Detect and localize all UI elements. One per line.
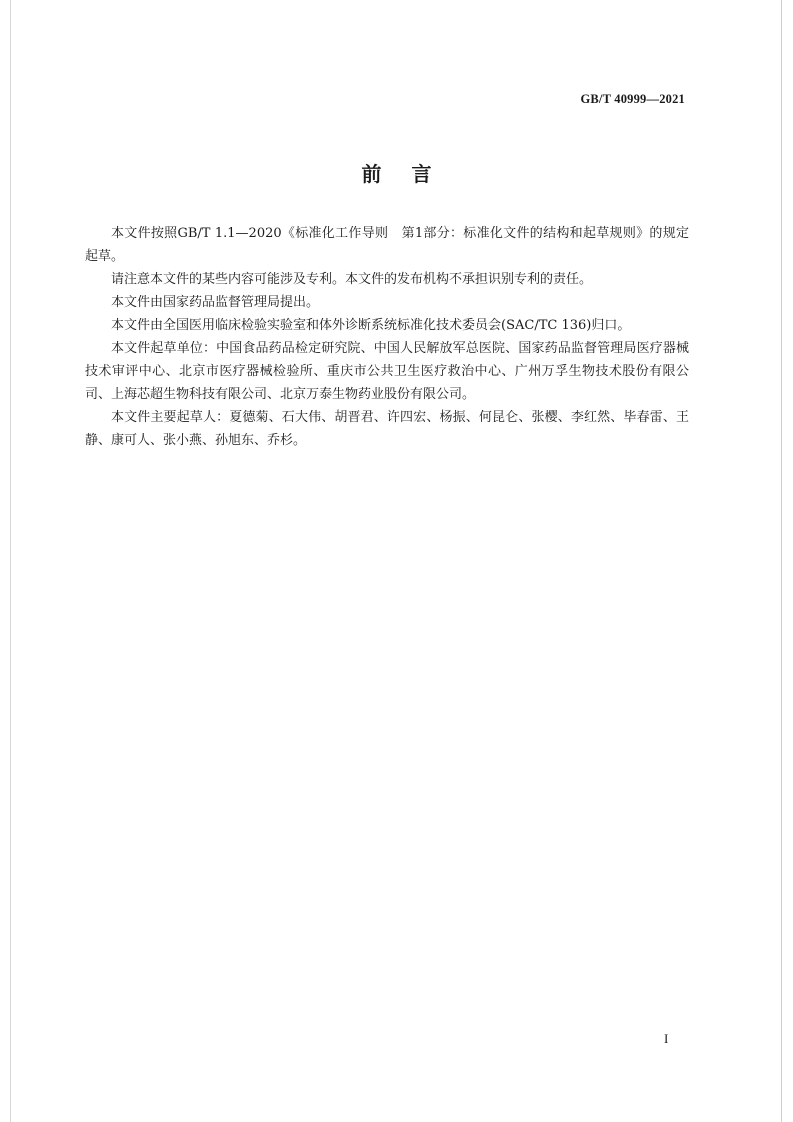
paragraph-patent-notice: 请注意本文件的某些内容可能涉及专利。本文件的发布机构不承担识别专利的责任。 (111, 272, 593, 287)
paragraph-drafting-rules: 本文件按照GB/T 1.1—2020《标准化工作导则 第1部分：标准化文件的结构和起草规则》的规定起草。 (85, 226, 689, 264)
page-number: I (664, 1031, 669, 1046)
paragraph-proposer: 本文件由国家药品监督管理局提出。 (111, 295, 320, 310)
standard-number: GB/T 40999—2021 (580, 92, 685, 106)
foreword-body (85, 222, 689, 452)
paragraph-drafters: 本文件主要起草人：夏德菊、石大伟、胡晋君、许四宏、杨振、何昆仑、张樱、李红然、毕春雷、王静、康可人、张小燕、孙旭东、乔杉。 (85, 410, 689, 448)
paragraph-technical-committee: 本文件由全国医用临床检验实验室和体外诊断系统标准化技术委员会(SAC/TC 136)归口。 (111, 318, 631, 333)
paragraph-drafting-units: 本文件起草单位：中国食品药品检定研究院、中国人民解放军总医院、国家药品监督管理局医疗器械技术审评中心、北京市医疗器械检验所、重庆市公共卫生医疗救治中心、广州万孚生物技术股份有限公司、上海芯超生物科技有限公司、北京万泰生物药业股份有限公司。 (85, 341, 689, 402)
section-title: 前言 (361, 162, 462, 186)
